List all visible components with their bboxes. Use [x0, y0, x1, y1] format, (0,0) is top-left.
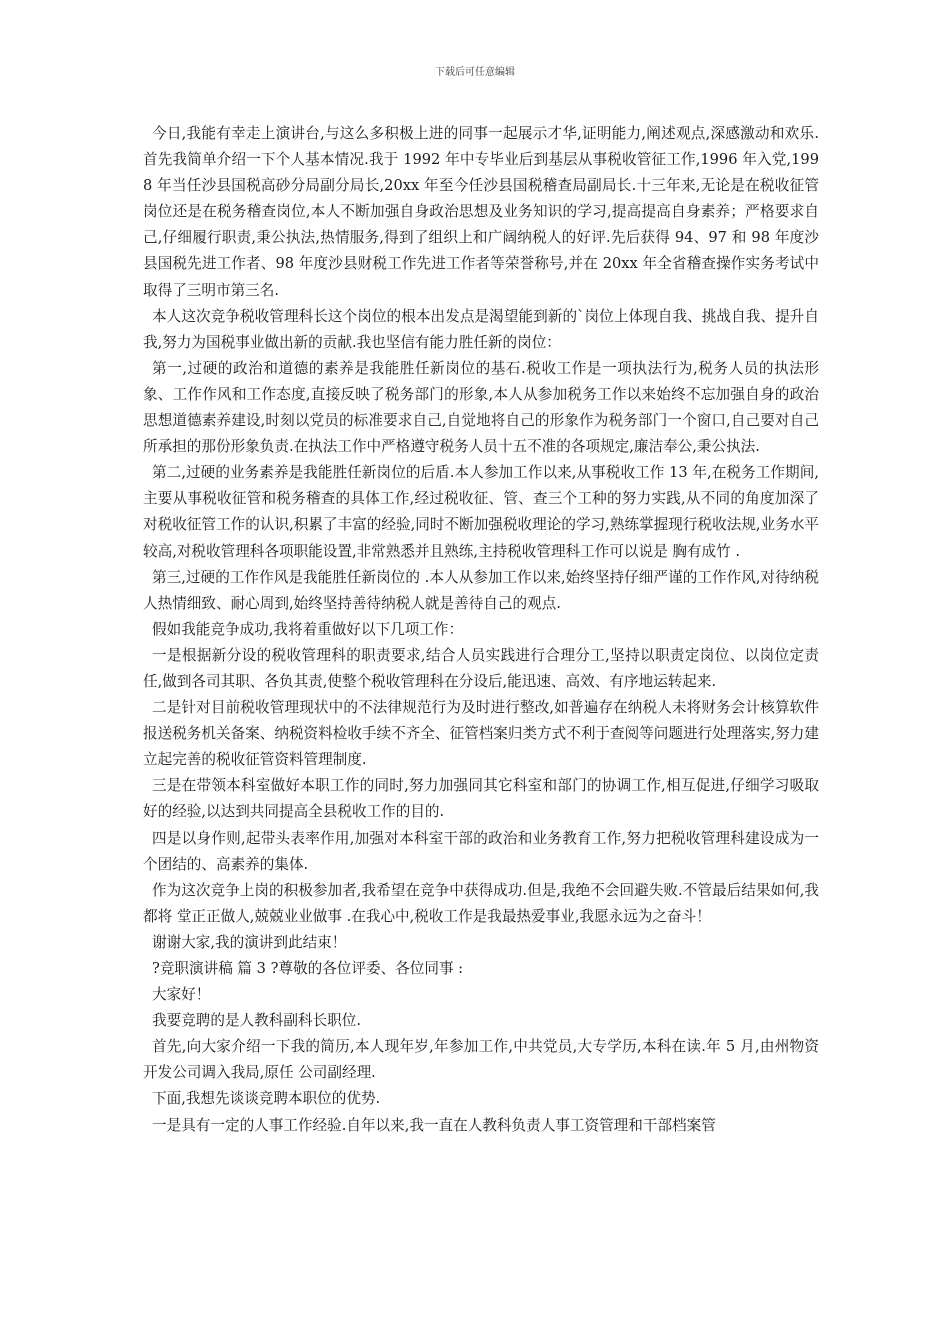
- paragraph-plan-three: 三是在带领本科室做好本职工作的同时,努力加强同其它科室和部门的协调工作,相互促进,仔细学习吸取好的经验,以达到共同提高全县税收工作的目的.: [143, 777, 819, 821]
- paragraph-advantages-intro: 下面,我想先谈谈竞聘本职位的优势.: [152, 1090, 381, 1108]
- paragraph-advantage-one: 一是具有一定的人事工作经验.自年以来,我一直在人教科负责人事工资管理和干部档案管: [152, 1116, 716, 1134]
- paragraph-thanks: 谢谢大家,我的演讲到此结束！: [152, 933, 347, 951]
- paragraph-intro: 今日,我能有幸走上演讲台,与这么多积极上进的同事一起展示才华,证明能力,阐述观点,深感激动和欢乐.首先我简单介绍一下个人基本情况.我于 1992 年中专毕业后到基层从事税收管征工作,1996 年入党,1998 年当任沙县国税高砂分局副分局长,20xx 年至今任沙县国税稽查局副局长.十三年来,无论是在税收征管岗位还是在税务稽查岗位,本人不断加强自身政治思想及业务知识的学习,提高提高自身素养；严格要求自己,仔细履行职责,秉公执法,热情服务,得到了组织上和广阔纳税人的好评.先后获得 94、97 和 98 年度沙县国税先进工作者、98 年度沙县财税工作先进工作者等荣誉称号,并在 20xx 年全省稽查操作实务考试中取得了三明市第三名.: [143, 125, 819, 299]
- paragraph-resume: 首先,向大家介绍一下我的简历,本人现年岁,年参加工作,中共党员,大专学历,本科在读.年 5 月,由州物资开发公司调入我局,原任 公司副经理.: [143, 1038, 819, 1082]
- document-body: [143, 121, 819, 1139]
- paragraph-conclusion: 作为这次竞争上岗的积极参加者,我希望在竞争中获得成功.但是,我绝不会回避失败.不管最后结果如何,我都将 堂正正做人,兢兢业业做事 .在我心中,税收工作是我最热爱事业,我愿永远为之奋斗！: [143, 881, 819, 925]
- paragraph-speech3-title: ?竞职演讲稿 篇 3 ?尊敬的各位评委、各位同事 :: [152, 960, 464, 977]
- paragraph-plan-two: 二是针对目前税收管理现状中的不法律规范行为及时进行整改,如普遍存在纳税人未将财务会计核算软件报送税务机关备案、纳税资料检收手续不齐全、征管档案归类方式不利于查阅等问题进行处理落实,努力建立起完善的税收征管资料管理制度.: [143, 699, 819, 769]
- paragraph-first-point: 第一,过硬的政治和道德的素养是我能胜任新岗位的基石.税收工作是一项执法行为,税务人员的执法形象、工作作风和工作态度,直接反映了税务部门的形象,本人从参加税务工作以来始终不忘加强自身的政治思想道德素养建设,时刻以党员的标准要求自己,自觉地将自己的形象作为税务部门一个窗口,自己要对自己所承担的那份形象负责.在执法工作中严格遵守税务人员十五不准的各项规定,廉洁奉公,秉公执法.: [143, 359, 819, 456]
- paragraph-plan-one: 一是根据新分设的税收管理科的职责要求,结合人员实践进行合理分工,坚持以职责定岗位、以岗位定责任,做到各司其职、各负其责,使整个税收管理科在分设后,能迅速、高效、有序地运转起来.: [143, 646, 819, 690]
- paragraph-position: 我要竞聘的是人教科副科长职位.: [152, 1012, 361, 1030]
- paragraph-plan-intro: 假如我能竞争成功,我将着重做好以下几项工作：: [152, 620, 464, 638]
- paragraph-greeting: 大家好！: [152, 986, 211, 1004]
- page-header: 下载后可任意编辑: [435, 67, 515, 78]
- paragraph-plan-four: 四是以身作则,起带头表率作用,加强对本科室干部的政治和业务教育工作,努力把税收管理科建设成为一个团结的、高素养的集体.: [143, 829, 819, 873]
- paragraph-motivation: 本人这次竞争税收管理科长这个岗位的根本出发点是渴望能到新的`岗位上体现自我、挑战自我、提升自我,努力为国税事业做出新的贡献.我也坚信有能力胜任新的岗位：: [143, 307, 819, 351]
- paragraph-third-point: 第三,过硬的工作作风是我能胜任新岗位的 .本人从参加工作以来,始终坚持仔细严谨的工作作风,对待纳税人热情细致、耐心周到,始终坚持善待纳税人就是善待自己的观点.: [143, 568, 819, 612]
- paragraph-second-point: 第二,过硬的业务素养是我能胜任新岗位的后盾.本人参加工作以来,从事税收工作 13 年,在税务工作期间,主要从事税收征管和税务稽查的具体工作,经过税收征、管、查三个工种的努力实践,从不同的角度加深了对税收征管工作的认识,积累了丰富的经验,同时不断加强税收理论的学习,熟练掌握现行税收法规,业务水平较高,对税收管理科各项职能设置,非常熟悉并且熟练,主持税收管理科工作可以说是 胸有成竹 .: [143, 464, 819, 560]
